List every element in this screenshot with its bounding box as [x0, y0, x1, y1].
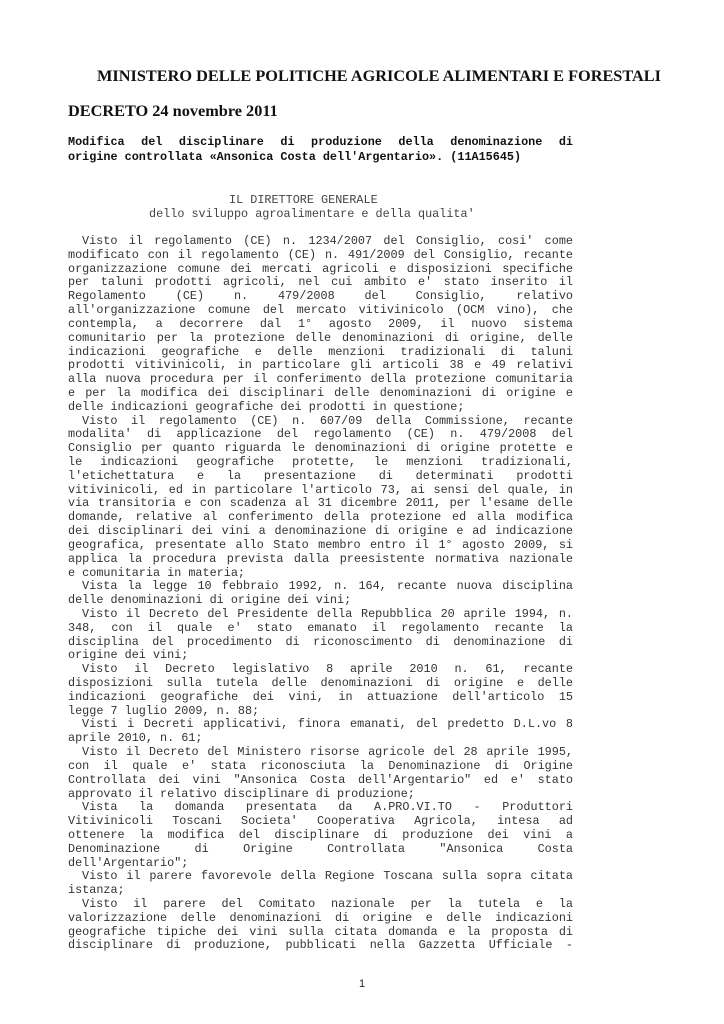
text-line: via transitoria e con scadenza al 31 dicembre 2011, per l'esame delle	[68, 497, 573, 511]
text-line: Visti i Decreti applicativi, finora emanati, del predetto D.L.vo 8	[82, 718, 573, 732]
text-line: Visto il regolamento (CE) n. 607/09 della Commissione, recante	[82, 414, 573, 428]
authority-department: dello sviluppo agroalimentare e della qualita'	[149, 207, 475, 221]
text-line: origine dei vini;	[68, 649, 189, 663]
decree-title: DECRETO 24 novembre 2011	[68, 101, 278, 120]
text-line: geografica, presentate allo Stato membro entro il 1° agosto 2009, si	[68, 538, 573, 552]
text-line: disposizioni sulla tutela delle denominazioni di origine e delle	[68, 677, 573, 690]
paragraph	[68, 415, 573, 581]
text-line: le indicazioni geografiche protette, le menzioni tradizionali,	[68, 456, 573, 469]
text-line: comunitario per la protezione delle denominazioni di origine, delle	[68, 331, 573, 345]
text-line: indicazioni geografiche e delle menzioni tradizionali di taluni	[68, 345, 573, 359]
page-number: 1	[358, 978, 366, 990]
text-line: Visto il Decreto del Presidente della Repubblica 20 aprile 1994, n.	[82, 607, 573, 621]
text-line: geografiche tipiche dei vini sulla citata domanda e la proposta di	[68, 925, 573, 939]
text-line: dell'Argentario";	[68, 856, 189, 870]
text-line: Vitivinicoli Toscani Societa' Cooperativa Agricola, intesa ad	[68, 815, 573, 829]
paragraph	[68, 580, 573, 608]
subject-line: origine controllata «Ansonica Costa dell'Argentario». (11A15645)	[68, 150, 522, 164]
text-line: vitivinicoli, ed in particolare l'articolo 73, ai sensi del quale, in	[68, 483, 573, 497]
text-line: organizzazione comune dei mercati agricoli e disposizioni specifiche	[68, 262, 573, 276]
text-line: Vista la domanda presentata da A.PRO.VI.TO - Produttori	[82, 801, 573, 815]
text-line: approvato il relativo disciplinare di produzione;	[68, 787, 415, 801]
text-line: per taluni prodotti agricoli, nel cui ambito e' stato inserito il	[68, 276, 573, 290]
text-line: l'etichettatura e la presentazione di determinati prodotti	[68, 469, 573, 483]
paragraph	[68, 235, 573, 415]
text-line: Visto il regolamento (CE) n. 1234/2007 del Consiglio, cosi' come	[82, 235, 573, 248]
text-line: applica la procedura prevista dalla preesistente normativa nazionale	[68, 552, 573, 566]
paragraph	[68, 718, 573, 746]
text-line: ottenere la modifica del disciplinare di produzione dei vini a	[68, 828, 573, 842]
text-line: Visto il parere favorevole della Regione Toscana sulla sopra citata	[82, 870, 573, 884]
text-line: Consiglio per quanto riguarda le denominazioni di origine protette e	[68, 442, 573, 456]
decree-subject	[68, 135, 573, 165]
text-line: aprile 2010, n. 61;	[68, 732, 203, 746]
paragraph	[68, 746, 573, 801]
text-line: e comunitaria in materia;	[68, 566, 245, 580]
text-line: disciplina del procedimento di riconoscimento di denominazione di	[68, 635, 573, 649]
text-line: Visto il parere del Comitato nazionale per la tutela e la	[82, 898, 573, 911]
text-line: Vista la legge 10 febbraio 1992, n. 164, recante nuova disciplina	[82, 580, 573, 594]
paragraph	[68, 870, 573, 898]
text-line: e per la modifica dei disciplinari delle denominazioni di origine e	[68, 386, 573, 400]
ministry-heading: MINISTERO DELLE POLITICHE AGRICOLE ALIMENTARI E FORESTALI	[97, 66, 661, 85]
text-line: Denominazione di Origine Controllata "Ansonica Costa	[68, 842, 573, 856]
text-line: disciplinare di produzione, pubblicati nella Gazzetta Ufficiale -	[68, 939, 573, 953]
text-line: delle denominazioni di origine dei vini;	[68, 594, 352, 608]
decree-body	[68, 235, 573, 953]
text-line: Controllata dei vini "Ansonica Costa dell'Argentario" ed e' stato	[68, 773, 573, 787]
text-line: indicazioni geografiche dei vini, in attuazione dell'articolo 15	[68, 690, 573, 704]
paragraph	[68, 898, 573, 953]
text-line: valorizzazione delle denominazioni di origine e delle indicazioni	[68, 911, 573, 925]
text-line: contempla, a decorrere dal 1° agosto 2009, il nuovo sistema	[68, 317, 573, 331]
text-line: con il quale e' stata riconosciuta la Denominazione di Origine	[68, 759, 573, 773]
paragraph	[68, 663, 573, 718]
text-line: Regolamento (CE) n. 479/2008 del Consiglio, relativo	[68, 290, 573, 304]
text-line: Visto il Decreto legislativo 8 aprile 2010 n. 61, recante	[82, 663, 573, 677]
subject-line: Modifica del disciplinare di produzione della denominazione di	[68, 135, 573, 149]
text-line: dei disciplinari dei vini a denominazione di origine e ad indicazione	[68, 525, 573, 539]
text-line: delle indicazioni geografiche dei prodotti in questione;	[68, 400, 465, 414]
text-line: prodotti vitivinicoli, in particolare gli articoli 38 e 49 relativi	[68, 359, 573, 373]
text-line: Visto il Decreto del Ministero risorse agricole del 28 aprile 1995,	[82, 746, 573, 760]
authority-title: IL DIRETTORE GENERALE	[229, 193, 378, 207]
text-line: istanza;	[68, 884, 125, 898]
text-line: all'organizzazione comune del mercato vitivinicolo (OCM vino), che	[68, 304, 573, 318]
issuing-authority	[68, 193, 573, 221]
paragraph	[68, 608, 573, 663]
text-line: modalita' di applicazione del regolamento (CE) n. 479/2008 del	[68, 428, 573, 442]
text-line: 348, con il quale e' stato emanato il regolamento recante la	[68, 621, 573, 635]
text-line: legge 7 luglio 2009, n. 88;	[68, 704, 260, 718]
text-line: modificato con il regolamento (CE) n. 491/2009 del Consiglio, recante	[68, 248, 573, 262]
text-line: domande, relative al conferimento della protezione ed alla modifica	[68, 511, 573, 525]
paragraph	[68, 801, 573, 870]
text-line: alla nuova procedura per il conferimento della protezione comunitaria	[68, 373, 573, 387]
